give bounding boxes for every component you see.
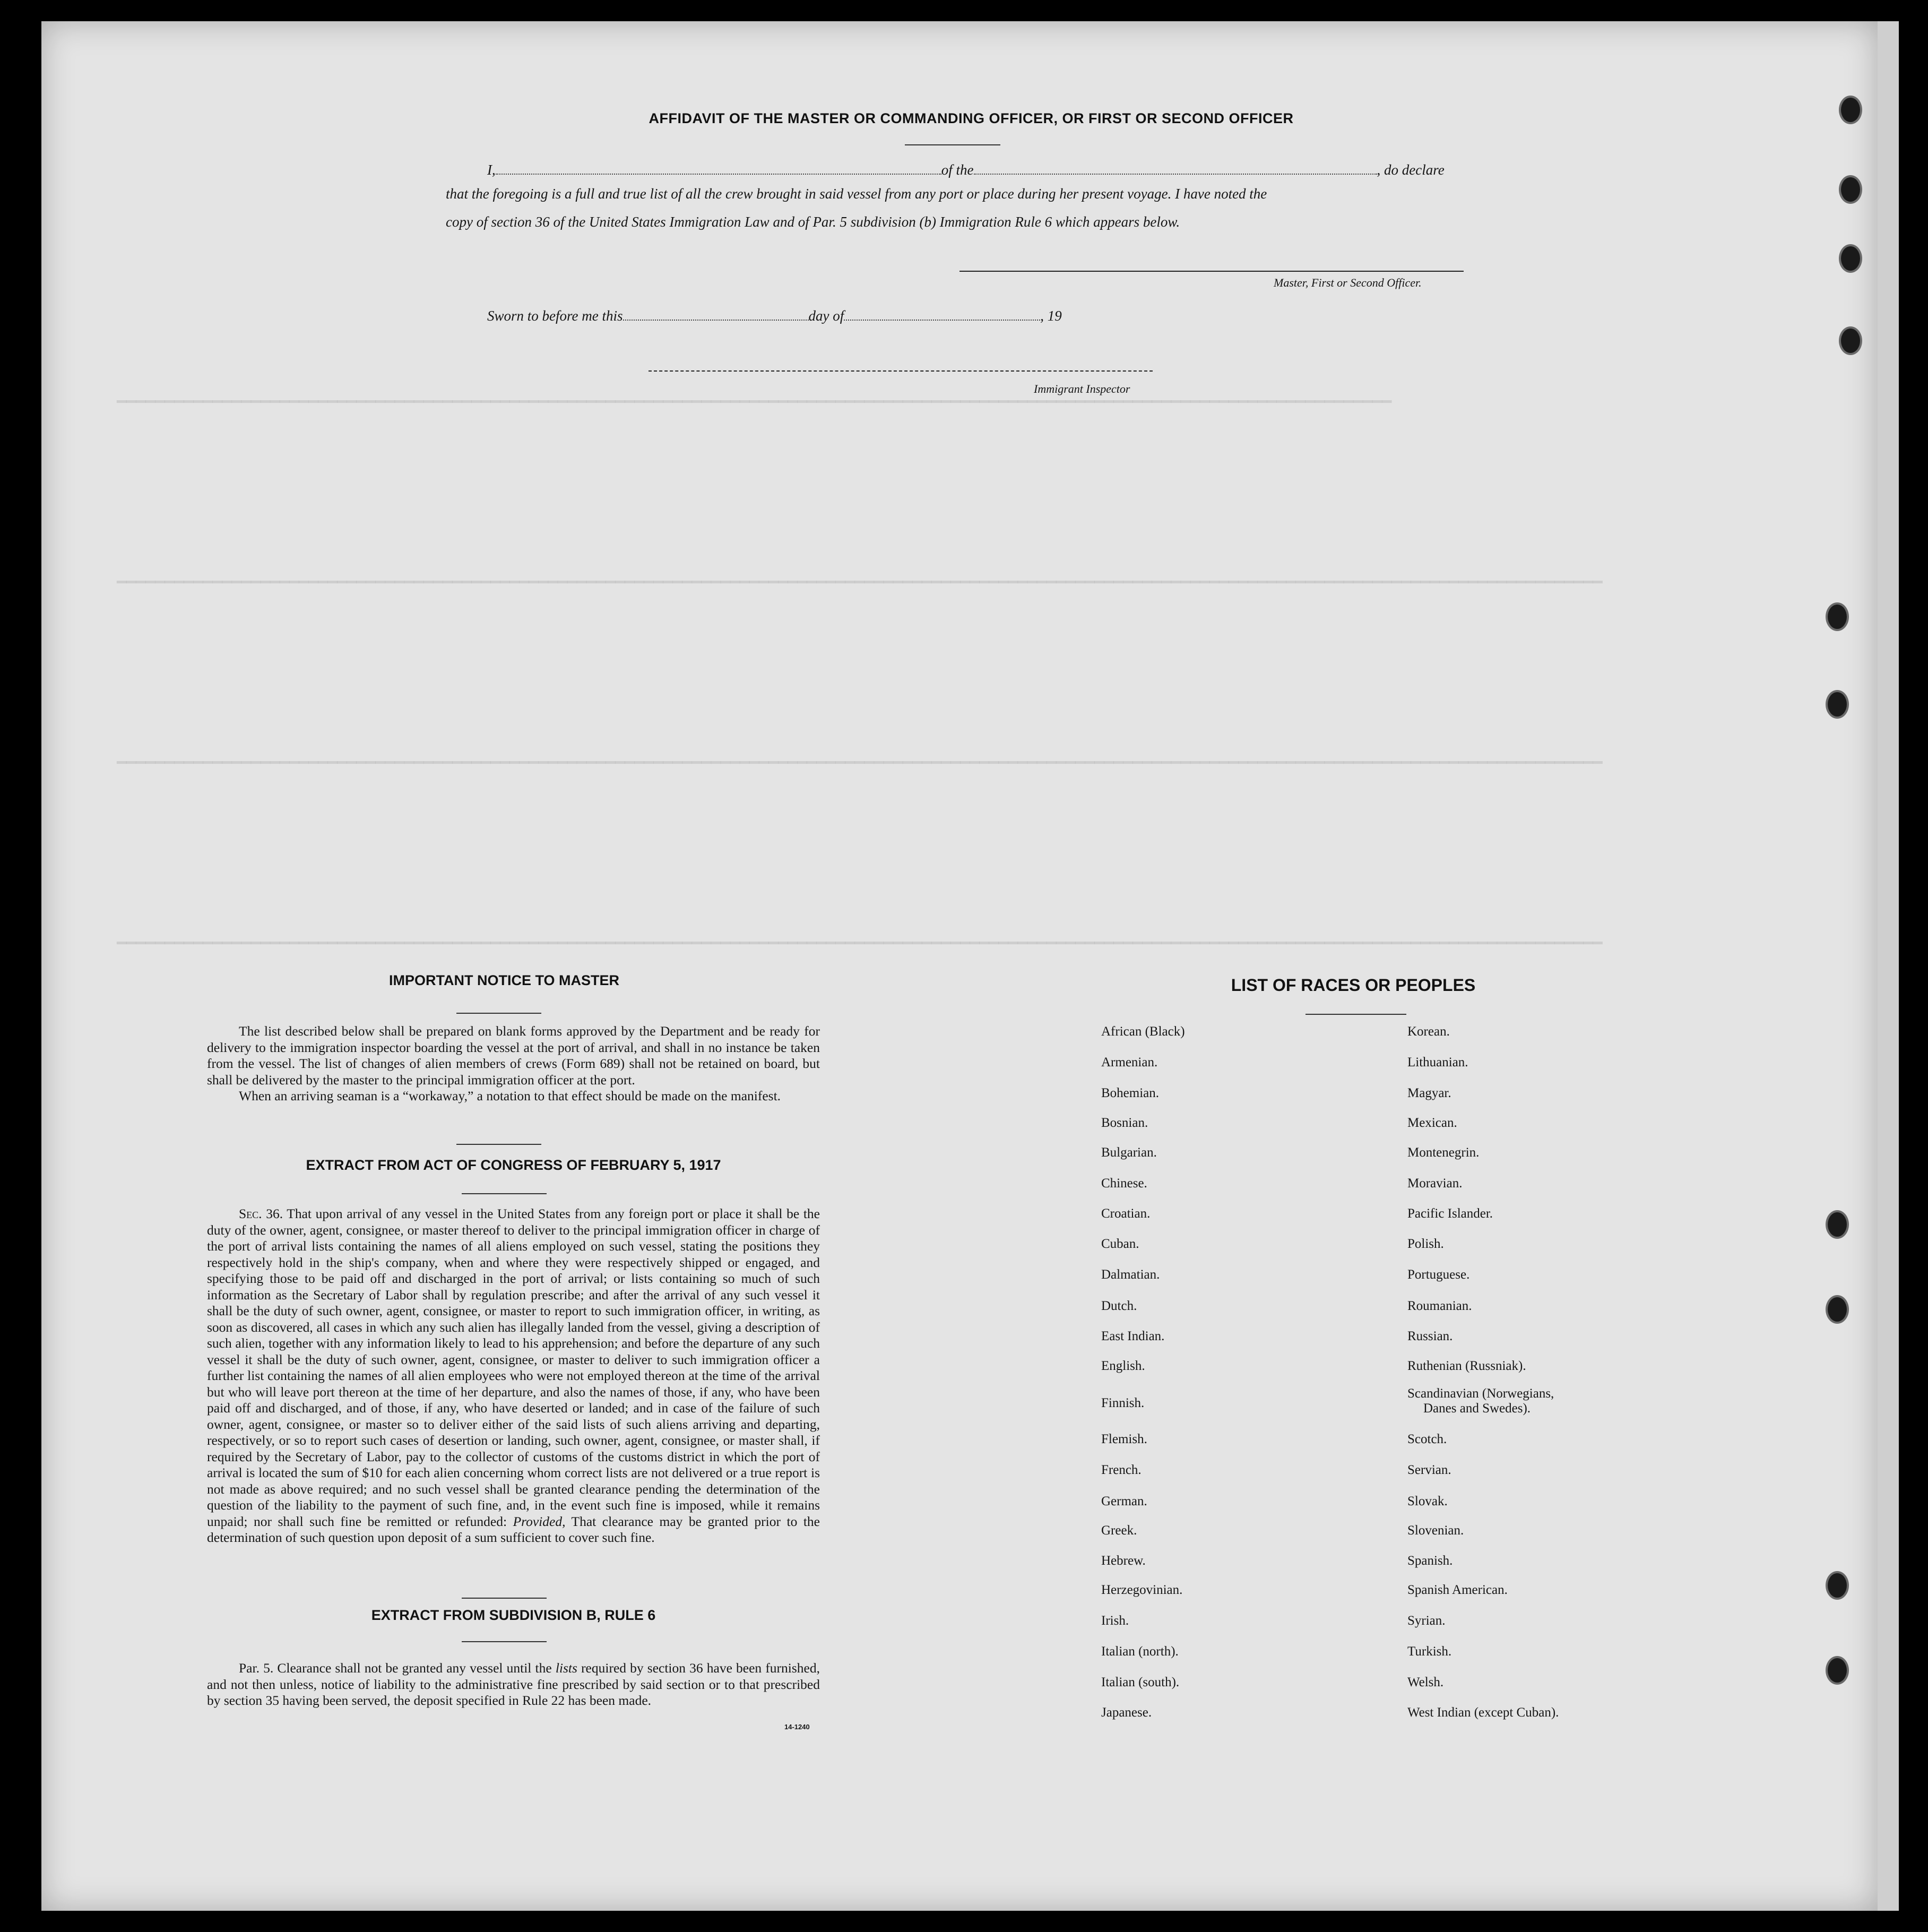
master-signature-line[interactable] [959,271,1464,272]
day-of-label: day of [808,308,844,324]
declarant-prefix: I, [487,162,496,178]
race-item-continued: Danes and Swedes). [1423,1401,1531,1416]
inspector-label: Immigrant Inspector [1034,382,1130,395]
notice-paragraph: The list described below shall be prepared on blank forms approved by the Department and be ready for delivery to the immigration inspector boarding the vessel at the port of arrival, and shall in no instance be taken from the vessel. The list of changes of alien members of crews (Form 689) shall not be retained on board, but shall be delivered by the master to the principal immigration officer at the port. [207,1023,820,1088]
extract-act-body [207,1206,820,1546]
race-item: Bulgarian. [1101,1145,1157,1160]
notice-title: IMPORTANT NOTICE TO MASTER [389,972,619,988]
vessel-name-field[interactable] [974,163,1377,175]
race-item: Syrian. [1407,1614,1446,1628]
race-item: East Indian. [1101,1329,1165,1343]
rule-paragraph [207,1660,820,1709]
races-title: LIST OF RACES OR PEOPLES [1231,976,1476,995]
race-item: Finnish. [1101,1396,1145,1410]
race-item: Turkish. [1407,1644,1452,1659]
race-item: Polish. [1407,1237,1444,1251]
sworn-month-field[interactable] [844,309,1040,321]
binder-hole [1839,96,1862,124]
sworn-prefix: Sworn to before me this [487,308,623,324]
race-item: Spanish American. [1407,1583,1508,1597]
binder-hole [1839,244,1862,273]
binder-hole [1826,690,1849,719]
divider [456,1013,541,1014]
of-the-label: of the [941,162,974,178]
race-item: Welsh. [1407,1675,1444,1689]
race-item: Hebrew. [1101,1554,1146,1568]
race-item: Russian. [1407,1329,1453,1343]
divider [462,1193,547,1194]
section-text-continued: That clearance may be granted prior to the determination of such question upon deposit of a sum sufficient to cover such fine. [207,1513,820,1545]
bleed-through-texture: ━━━━━━━━━━━━━━━━━━━━━━━━━━━━━━━━━━━━━━━━━━━━━━━━━━━━━━━━━━━━━━━━━━━━━━━━━━━━━━━━━━━━━━━━━━━━━━━━━━━━━━━━━━━━━━━━━━━━━━━━━━━━━━━━━━━━━ [117,394,1392,412]
race-item: Italian (south). [1101,1675,1180,1689]
race-item: Slovenian. [1407,1523,1464,1538]
document-page [41,21,1878,1911]
race-item: Scandinavian (Norwegians, [1407,1386,1554,1401]
notice-body [207,1023,820,1105]
divider [1305,1014,1406,1015]
provided-word: Provided, [513,1513,566,1529]
race-item: Servian. [1407,1463,1451,1477]
sworn-day-field[interactable] [623,309,809,321]
section-36-paragraph [207,1206,820,1546]
affidavit-declaration-line [487,162,1445,178]
race-item: Bosnian. [1101,1116,1148,1130]
year-prefix: , 19 [1040,308,1062,324]
rule-text-continued: required by section 36 have been furnished, and not then unless, notice of liability to the administrative fine prescribed by said section or to that prescribed by section 35 having been served, the deposit specified in Rule 22 has been made. [207,1660,820,1708]
race-item: Slovak. [1407,1494,1448,1508]
page-edge [1878,21,1899,1911]
master-signature-label: Master, First or Second Officer. [1274,276,1422,289]
do-declare-label: , do declare [1377,162,1445,178]
race-item: French. [1101,1463,1142,1477]
race-item: Lithuanian. [1407,1055,1468,1070]
race-item: Croatian. [1101,1206,1151,1221]
race-item: German. [1101,1494,1147,1508]
race-item: Magyar. [1407,1086,1451,1100]
binder-hole [1826,1571,1849,1600]
race-item: Dalmatian. [1101,1267,1160,1282]
race-item: English. [1101,1359,1145,1373]
race-item: Pacific Islander. [1407,1206,1493,1221]
affidavit-text-line: copy of section 36 of the United States Immigration Law and of Par. 5 subdivision (b) Immigration Rule 6 which appears below. [446,214,1180,230]
divider [462,1598,547,1599]
race-item: Ruthenian (Russniak). [1407,1359,1526,1373]
race-item: Korean. [1407,1024,1450,1039]
race-item: Cuban. [1101,1237,1139,1251]
race-item: Japanese. [1101,1705,1152,1720]
binder-hole [1826,1295,1849,1324]
binder-hole [1826,602,1849,631]
section-label: Sec. 36. [239,1206,283,1221]
lists-word: lists [555,1660,577,1676]
divider [456,1144,541,1145]
affidavit-text-line: that the foregoing is a full and true list of all the crew brought in said vessel from any port or place during her present voyage. I have noted the [446,186,1267,202]
bleed-through-texture: ━━━━━━━━━━━━━━━━━━━━━━━━━━━━━━━━━━━━━━━━━━━━━━━━━━━━━━━━━━━━━━━━━━━━━━━━━━━━━━━━━━━━━━━━━━━━━━━━━━━━━━━━━━━━━━━━━━━━━━━━━━━━━━━━━━━━━━━━━━━━━━━━━━━━━━━━━━━ [117,755,1603,773]
sworn-line [487,308,1062,324]
race-item: Mexican. [1407,1116,1457,1130]
race-item: Moravian. [1407,1176,1463,1191]
divider [462,1641,547,1642]
race-item: African (Black) [1101,1024,1185,1039]
extract-act-title: EXTRACT FROM ACT OF CONGRESS OF FEBRUARY 5, 1917 [306,1157,721,1173]
bleed-through-texture: ━━━━━━━━━━━━━━━━━━━━━━━━━━━━━━━━━━━━━━━━━━━━━━━━━━━━━━━━━━━━━━━━━━━━━━━━━━━━━━━━━━━━━━━━━━━━━━━━━━━━━━━━━━━━━━━━━━━━━━━━━━━━━━━━━━━━━━━━━━━━━━━━━━━━━━━━━━━ [117,575,1603,593]
race-item: Greek. [1101,1523,1137,1538]
race-item: Bohemian. [1101,1086,1160,1100]
race-item: West Indian (except Cuban). [1407,1705,1559,1720]
race-item: Dutch. [1101,1299,1137,1313]
extract-rule-title: EXTRACT FROM SUBDIVISION B, RULE 6 [371,1607,656,1623]
race-item: Montenegrin. [1407,1145,1480,1160]
race-item: Roumanian. [1407,1299,1472,1313]
inspector-signature-line[interactable] [649,370,1153,372]
notice-paragraph: When an arriving seaman is a “workaway,” a notation to that effect should be made on the manifest. [239,1088,781,1103]
binder-hole [1826,1210,1849,1239]
race-item: Chinese. [1101,1176,1147,1191]
binder-hole [1839,175,1862,204]
race-item: Flemish. [1101,1432,1147,1446]
section-text: That upon arrival of any vessel in the United States from any foreign port or place it shall be the duty of the owner, agent, consignee, or master thereof to deliver to the principal immigration officer in charge of the port of arrival lists containing the names of all aliens employed on such vessel, stating the positions they respectively hold in the ship's company, when and where they were respectively shipped or engaged, and specifying those to be paid off and discharged in the port of arrival; or lists containing so much of such information as the Secretary of Labor shall by regulation prescribe; and after the arrival of any such vessel it shall be the duty of such owner, agent, consignee, or master to report to such immigration officer, in writing, as soon as discovered, all cases in which any such alien has illegally landed from the vessel, giving a description of such alien, together with any information likely to lead to his apprehension; and before the departure of any such vessel it shall be the duty of such owner, agent, consignee, or master to deliver to such immigration officer a further list containing the names of all alien employees who were not employed thereon at the time of the arrival but who will leave port thereon at the time of her departure, and also the names of those, if any, who have been paid off and discharged, and of those, if any, who have deserted or landed; and in case of the failure of such owner, agent, consignee, or master so to deliver either of the said lists of such aliens arriving and departing, respectively, or so to report such cases of desertion or landing, such owner, agent, consignee, or master shall, if required by the Secretary of Labor, pay to the collector of customs of the customs district in which the port of arrival is located the sum of $10 for each alien concerning whom correct lists are not delivered or a true report is not made as above required; and no such vessel shall be granted clearance pending the determination of the question of the liability to the payment of such fine, and, in the event such fine is imposed, while it remains unpaid; nor shall such fine be remitted or refunded: [207,1206,820,1529]
affidavit-title: AFFIDAVIT OF THE MASTER OR COMMANDING OFFICER, OR FIRST OR SECOND OFFICER [649,110,1294,126]
declarant-name-field[interactable] [496,163,941,175]
form-number: 14-1240 [784,1723,810,1731]
bleed-through-texture: ━━━━━━━━━━━━━━━━━━━━━━━━━━━━━━━━━━━━━━━━━━━━━━━━━━━━━━━━━━━━━━━━━━━━━━━━━━━━━━━━━━━━━━━━━━━━━━━━━━━━━━━━━━━━━━━━━━━━━━━━━━━━━━━━━━━━━━━━━━━━━━━━━━━━━━━━━━━ [117,936,1603,954]
divider [905,144,1000,145]
race-item: Spanish. [1407,1554,1453,1568]
extract-rule-body [207,1660,820,1709]
race-item: Scotch. [1407,1432,1447,1446]
rule-text: Par. 5. Clearance shall not be granted any vessel until the [239,1660,552,1676]
binder-hole [1839,326,1862,355]
race-item: Irish. [1101,1614,1129,1628]
race-item: Italian (north). [1101,1644,1179,1659]
race-item: Herzegovinian. [1101,1583,1183,1597]
race-item: Portuguese. [1407,1267,1470,1282]
race-item: Armenian. [1101,1055,1158,1070]
binder-hole [1826,1656,1849,1685]
